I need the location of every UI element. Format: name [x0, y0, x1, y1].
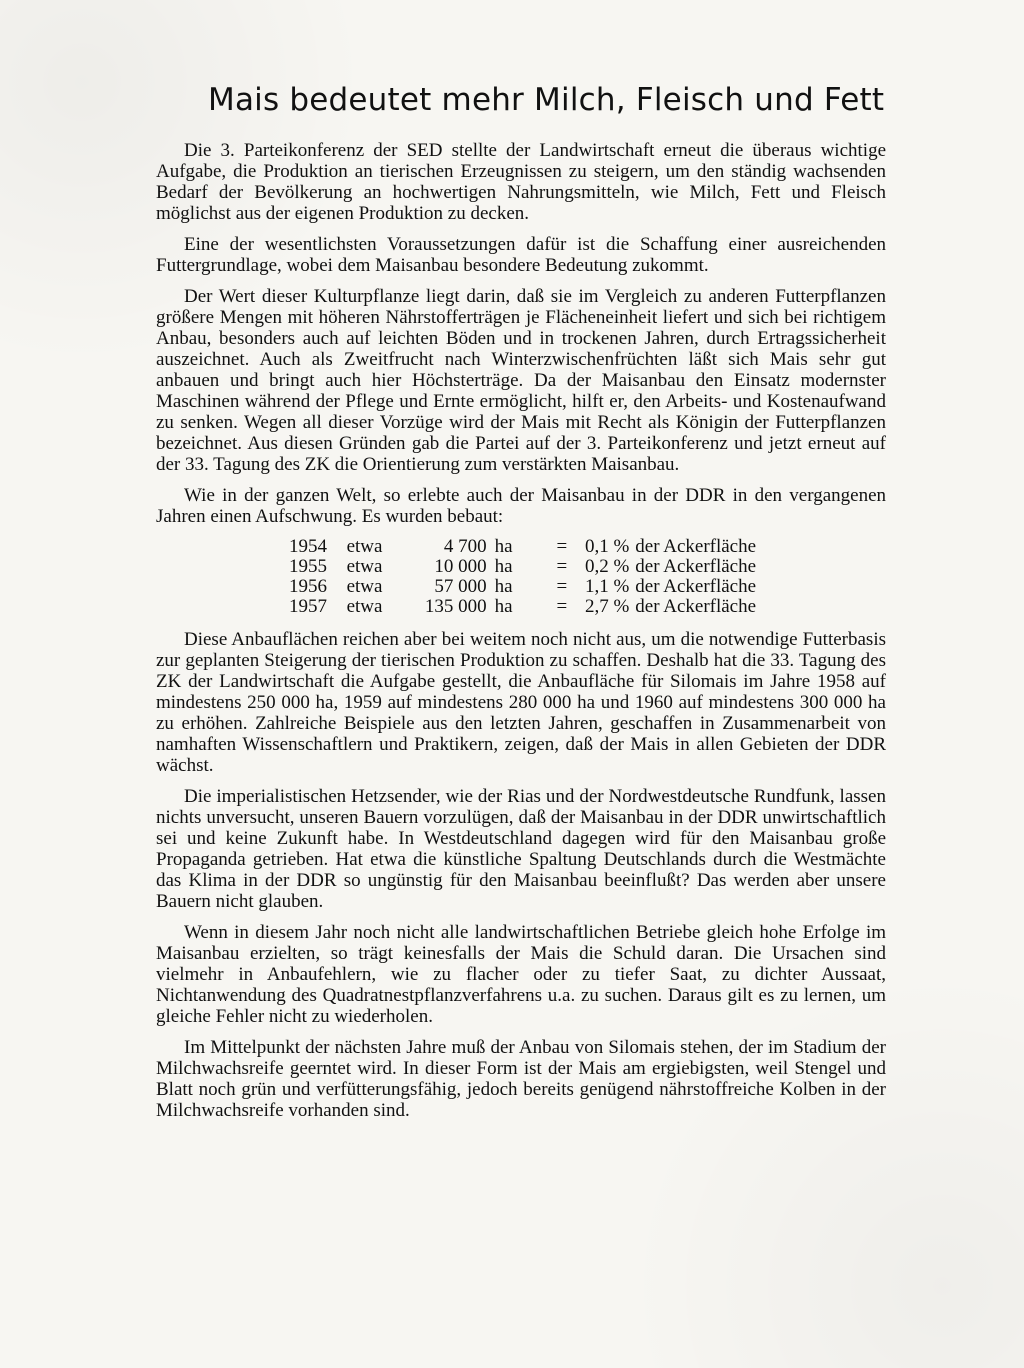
- area-cell: 135 000: [424, 596, 487, 617]
- equals-cell: =: [556, 576, 568, 597]
- percent-cell: 0,2 %: [584, 556, 630, 577]
- year-cell: 1956: [289, 576, 327, 597]
- page-title: Mais bedeutet mehr Milch, Fleisch und Fett: [208, 82, 885, 118]
- year-cell: 1955: [289, 556, 327, 577]
- table-row: [289, 537, 775, 557]
- equals-cell: =: [556, 536, 568, 557]
- table-row: [289, 557, 775, 577]
- article-body: [156, 140, 886, 1131]
- paragraph: Diese Anbauflächen reichen aber bei weitem noch nicht aus, um die notwendige Futterbasis zur geplanten Steigerung der tierischen Produktion zu schaffen. Deshalb hat die 33. Tagung des ZK der Landwirtschaft die Aufgabe gestellt, die Anbaufläche für Silomais im Jahre 1958 auf mindestens 250 000 ha, 1959 auf mindestens 280 000 ha und 1960 auf mindestens 300 000 ha zu erhöhen. Zahlreiche Beispiele aus den letzten Jahren, geschaffen in Zusammenarbeit von namhaften Wissenschaftlern und Praktikern, zeigen, daß der Mais in allen Gebieten der DDR wächst.: [156, 629, 886, 776]
- percent-cell: 2,7 %: [584, 596, 630, 617]
- paragraph: Im Mittelpunkt der nächsten Jahre muß der Anbau von Silomais stehen, der im Stadium der Milchwachsreife geerntet wird. In dieser Form ist der Mais am ergiebigsten, weil Stengel und Blatt noch grün und verfütterungsfähig, jedoch bereits genügend nährstoffreiche Kolben in der Milchwachsreife vorhanden sind.: [156, 1037, 886, 1121]
- approx-cell: etwa: [346, 556, 383, 577]
- paragraph: Wenn in diesem Jahr noch nicht alle landwirtschaftlichen Betriebe gleich hohe Erfolge im Maisanbau erzielten, so trägt keinesfalls der Mais die Schuld daran. Die Ursachen sind vielmehr in Anbaufehlern, wie zu flacher oder zu tiefer Saat, zu dichter Aussaat, Nichtanwendung des Quadratnestpflanzverfahrens u.a. zu suchen. Daraus gilt es zu lernen, um gleiche Fehler nicht zu wiederholen.: [156, 922, 886, 1027]
- area-cell: 4 700: [443, 536, 487, 557]
- label-cell: der Ackerfläche: [635, 556, 757, 577]
- unit-cell: ha: [494, 536, 513, 557]
- unit-cell: ha: [494, 576, 513, 597]
- paragraph: Wie in der ganzen Welt, so erlebte auch der Maisanbau in der DDR in den vergangenen Jahren einen Aufschwung. Es wurden bebaut:: [156, 485, 886, 527]
- approx-cell: etwa: [346, 596, 383, 617]
- approx-cell: etwa: [346, 576, 383, 597]
- label-cell: der Ackerfläche: [635, 576, 757, 597]
- year-cell: 1957: [289, 596, 327, 617]
- paragraph: Der Wert dieser Kulturpflanze liegt darin, daß sie im Vergleich zu anderen Futterpflanzen größere Mengen mit höheren Nährstofferträgen je Flächeneinheit liefert und sich bei richtigem Anbau, besonders auch auf leichten Böden und in trockenen Jahren, durch Ertragssicherheit auszeichnet. Auch als Zweitfrucht nach Winterzwischenfrüchten läßt sich Mais sehr gut anbauen und bringt auch hier Höchsterträge. Da der Maisanbau den Einsatz modernster Maschinen während der Pflege und Ernte ermöglicht, hilft er, den Arbeits- und Kostenaufwand zu senken. Wegen all dieser Vorzüge wird der Mais mit Recht als Königin der Futterpflanzen bezeichnet. Aus diesen Gründen gab die Partei auf der 3. Parteikonferenz und jetzt erneut auf der 33. Tagung des ZK die Orientierung zum verstärkten Maisanbau.: [156, 286, 886, 475]
- year-cell: 1954: [289, 536, 327, 557]
- table-row: [289, 577, 775, 597]
- area-cell: 57 000: [434, 576, 487, 597]
- paragraph: Die 3. Parteikonferenz der SED stellte der Landwirtschaft erneut die überaus wichtige Aufgabe, die Produktion an tierischen Erzeugnissen zu steigern, um den ständig wachsenden Bedarf der Bevölkerung an hochwertigen Nahrungsmitteln, wie Milch, Fett und Fleisch möglichst aus der eigenen Produktion zu decken.: [156, 140, 886, 224]
- approx-cell: etwa: [346, 536, 383, 557]
- percent-cell: 0,1 %: [584, 536, 630, 557]
- equals-cell: =: [556, 596, 568, 617]
- area-cell: 10 000: [434, 556, 487, 577]
- maize-area-table: [289, 537, 775, 617]
- equals-cell: =: [556, 556, 568, 577]
- unit-cell: ha: [494, 596, 513, 617]
- percent-cell: 1,1 %: [584, 576, 630, 597]
- paragraph: Die imperialistischen Hetzsender, wie der Rias und der Nordwestdeutsche Rundfunk, lassen nichts unversucht, unseren Bauern vorzulügen, daß der Maisanbau in der DDR unwirtschaftlich sei und keine Zukunft habe. In Westdeutschland dagegen wird für den Maisanbau große Propaganda getrieben. Hat etwa die künstliche Spaltung Deutschlands durch die Westmächte das Klima in der DDR so ungünstig für den Maisanbau beeinflußt? Das werden aber unsere Bauern nicht glauben.: [156, 786, 886, 912]
- label-cell: der Ackerfläche: [635, 596, 757, 617]
- paragraph: Eine der wesentlichsten Voraussetzungen dafür ist die Schaffung einer ausreichenden Futtergrundlage, wobei dem Maisanbau besondere Bedeutung zukommt.: [156, 234, 886, 276]
- label-cell: der Ackerfläche: [635, 536, 757, 557]
- unit-cell: ha: [494, 556, 513, 577]
- table-row: [289, 597, 775, 617]
